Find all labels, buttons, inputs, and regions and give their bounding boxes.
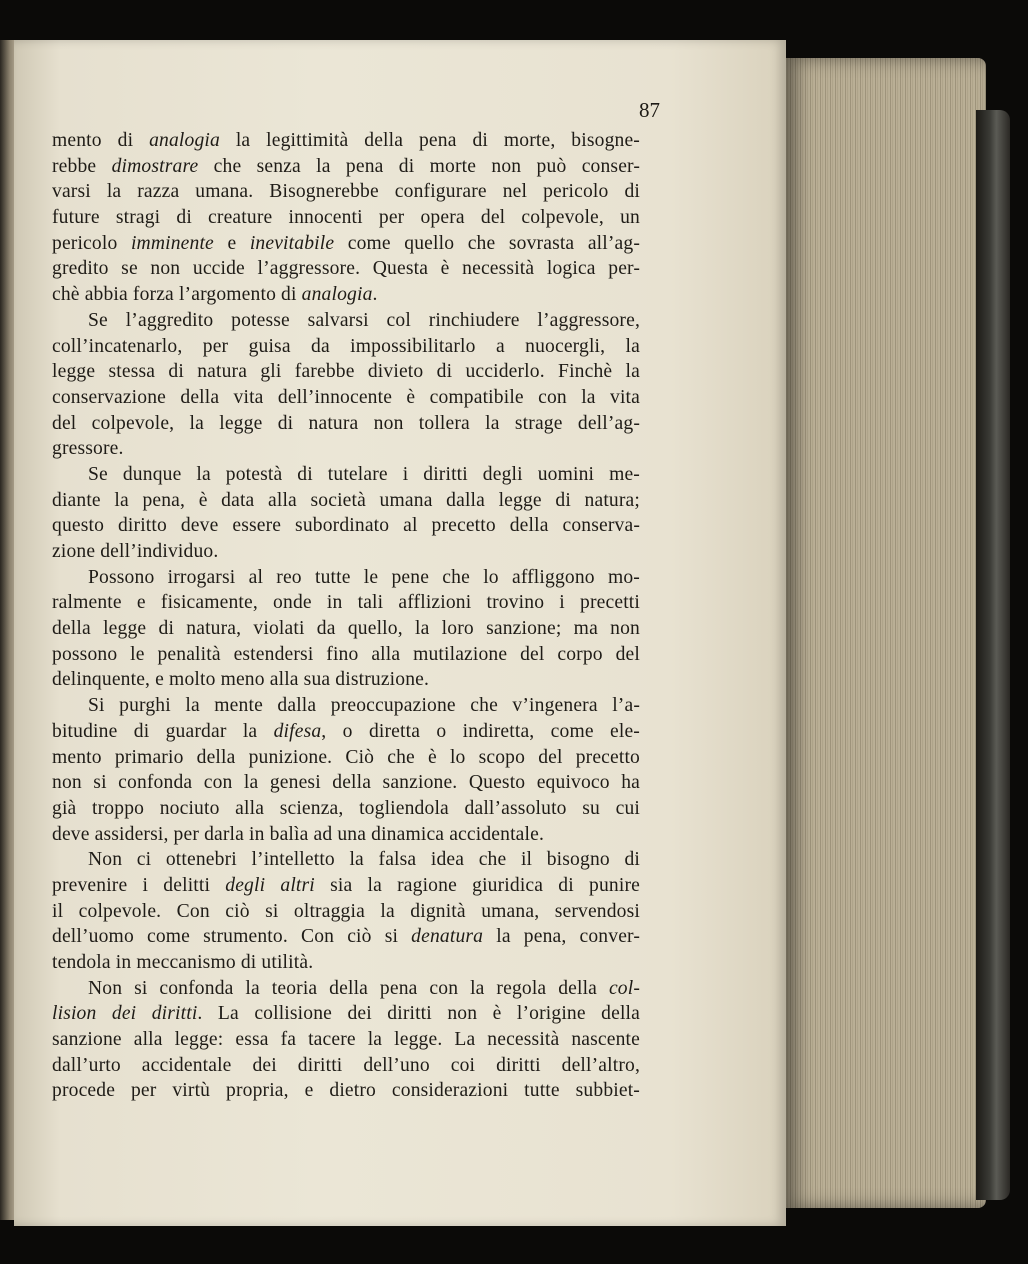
text-segment: tendola in meccanismo di utilità. [52, 952, 314, 973]
italic-text: dimostrare [111, 155, 199, 177]
text-line [52, 513, 640, 539]
text-line [52, 976, 640, 1002]
text-line [52, 770, 640, 796]
italic-text: analogia [301, 284, 373, 306]
italic-text: imminente [130, 232, 214, 254]
italic-text: difesa [273, 720, 322, 742]
text-segment: chè abbia forza l’argomento di [52, 284, 302, 306]
text-line [52, 642, 640, 668]
text-segment: del colpevole, la legge di natura non tollera la strage dell’ag- [52, 412, 640, 434]
text-segment: dall’urto accidentale dei diritti dell’uno coi diritti dell’altro, [52, 1054, 640, 1076]
text-segment: deve assidersi, per darla in balìa ad una dinamica accidentale. [52, 823, 544, 845]
text-segment: coll’incatenarlo, per guisa da impossibilitarlo a nuocergli, la [52, 335, 640, 357]
text-line [52, 154, 640, 180]
text-line [52, 616, 640, 642]
text-segment: ralmente e fisicamente, onde in tali afflizioni trovino i precetti [52, 592, 640, 614]
text-segment: che senza la pena di morte non può conser- [198, 155, 640, 177]
text-line [52, 1078, 640, 1104]
page-number: 87 [639, 98, 660, 122]
text-segment: legge stessa di natura gli farebbe divieto di ucciderlo. Finchè la [52, 361, 640, 383]
text-segment: Possono irrogarsi al reo tutte le pene che lo affliggono mo- [88, 566, 640, 588]
book-fore-edge [786, 58, 986, 1208]
text-segment: sia la ragione giuridica di punire [314, 874, 640, 896]
text-segment: pericolo [52, 232, 131, 254]
text-segment: delinquente, e molto meno alla sua distruzione. [52, 669, 430, 691]
text-segment: gredito se non uccide l’aggressore. Questa è necessità logica per- [52, 258, 640, 280]
text-line [52, 796, 640, 822]
italic-text: degli altri [225, 874, 315, 896]
text-line [52, 924, 640, 950]
text-line [52, 899, 640, 925]
text-segment: prevenire i delitti [52, 874, 226, 896]
text-segment: bitudine di guardar la [52, 720, 274, 742]
text-line [52, 873, 640, 899]
text-line [52, 282, 640, 308]
text-line [52, 1027, 640, 1053]
text-line [52, 822, 640, 848]
text-line [52, 847, 640, 873]
text-segment: Non si confonda la teoria della pena con la regola della [88, 977, 609, 999]
text-line [52, 205, 640, 231]
text-line [52, 385, 640, 411]
text-segment: Se l’aggredito potesse salvarsi col rinchiudere l’aggressore, [88, 309, 640, 331]
text-segment: non si confonda con la genesi della sanzione. Questo equivoco ha [52, 772, 640, 794]
text-line [52, 719, 640, 745]
book-cover-edge [976, 110, 1010, 1200]
text-segment: Non ci ottenebri l’intelletto la falsa idea che il bisogno di [88, 849, 640, 871]
text-line [52, 411, 640, 437]
text-segment: mento primario della punizione. Ciò che è lo scopo del precetto [52, 746, 640, 768]
text-line [52, 334, 640, 360]
text-segment: sanzione alla legge: essa fa tacere la legge. La necessità nascente [52, 1029, 640, 1051]
text-segment: della legge di natura, violati da quello, la loro sanzione; ma non [52, 618, 640, 640]
text-line [52, 256, 640, 282]
text-segment: diante la pena, è data alla società umana dalla legge di natura; [52, 489, 640, 511]
text-segment: Se dunque la potestà di tutelare i diritti degli uomini me- [88, 463, 640, 485]
text-line [52, 462, 640, 488]
text-segment: già troppo nociuto alla scienza, togliendola dall’assoluto su cui [52, 797, 640, 819]
text-segment: future stragi di creature innocenti per opera del colpevole, un [52, 207, 640, 229]
text-segment: zione dell’individuo. [52, 541, 219, 562]
text-line [52, 128, 640, 154]
text-segment: dell’uomo come strumento. Con ciò si [52, 926, 412, 948]
text-line [52, 950, 640, 976]
text-segment: conservazione della vita dell’innocente è compatibile con la vita [52, 386, 640, 408]
text-segment: la pena, conver- [483, 926, 640, 948]
italic-text: analogia [149, 130, 220, 151]
text-segment: , o diretta o indiretta, come ele- [321, 720, 640, 742]
text-line [52, 539, 640, 565]
text-line [52, 693, 640, 719]
text-segment: come quello che sovrasta all’ag- [334, 232, 640, 254]
text-segment: questo diritto deve essere subordinato al precetto della conserva- [52, 515, 640, 537]
text-line [52, 436, 640, 462]
body-text [52, 128, 640, 1104]
text-line [52, 667, 640, 693]
text-segment: procede per virtù propria, e dietro considerazioni tutte subbiet- [52, 1080, 640, 1102]
text-segment: rebbe [52, 155, 112, 177]
text-segment: gressore. [52, 438, 124, 460]
italic-text: lision dei diritti [52, 1003, 198, 1025]
text-segment: . [372, 284, 378, 306]
text-line [52, 179, 640, 205]
text-line [52, 590, 640, 616]
italic-text: col- [608, 977, 640, 999]
text-line [52, 308, 640, 334]
text-segment: Si purghi la mente dalla preoccupazione che v’ingenera l’a- [88, 695, 640, 717]
text-line [52, 488, 640, 514]
text-segment: la legittimità della pena di morte, bisogne- [219, 130, 640, 151]
text-line [52, 1001, 640, 1027]
text-segment: il colpevole. Con ciò si oltraggia la dignità umana, servendosi [52, 900, 640, 922]
text-line [52, 745, 640, 771]
italic-text: inevitabile [249, 232, 335, 254]
text-line [52, 1053, 640, 1079]
italic-text: denatura [411, 926, 484, 948]
text-line [52, 231, 640, 257]
text-segment: mento di [52, 130, 150, 151]
text-segment: e [213, 232, 250, 254]
text-segment: possono le penalità estendersi fino alla mutilazione del corpo del [52, 643, 640, 665]
text-line [52, 359, 640, 385]
text-segment: . La collisione dei diritti non è l’origine della [197, 1003, 640, 1025]
text-segment: varsi la razza umana. Bisognerebbe configurare nel pericolo di [52, 181, 640, 203]
text-line [52, 565, 640, 591]
